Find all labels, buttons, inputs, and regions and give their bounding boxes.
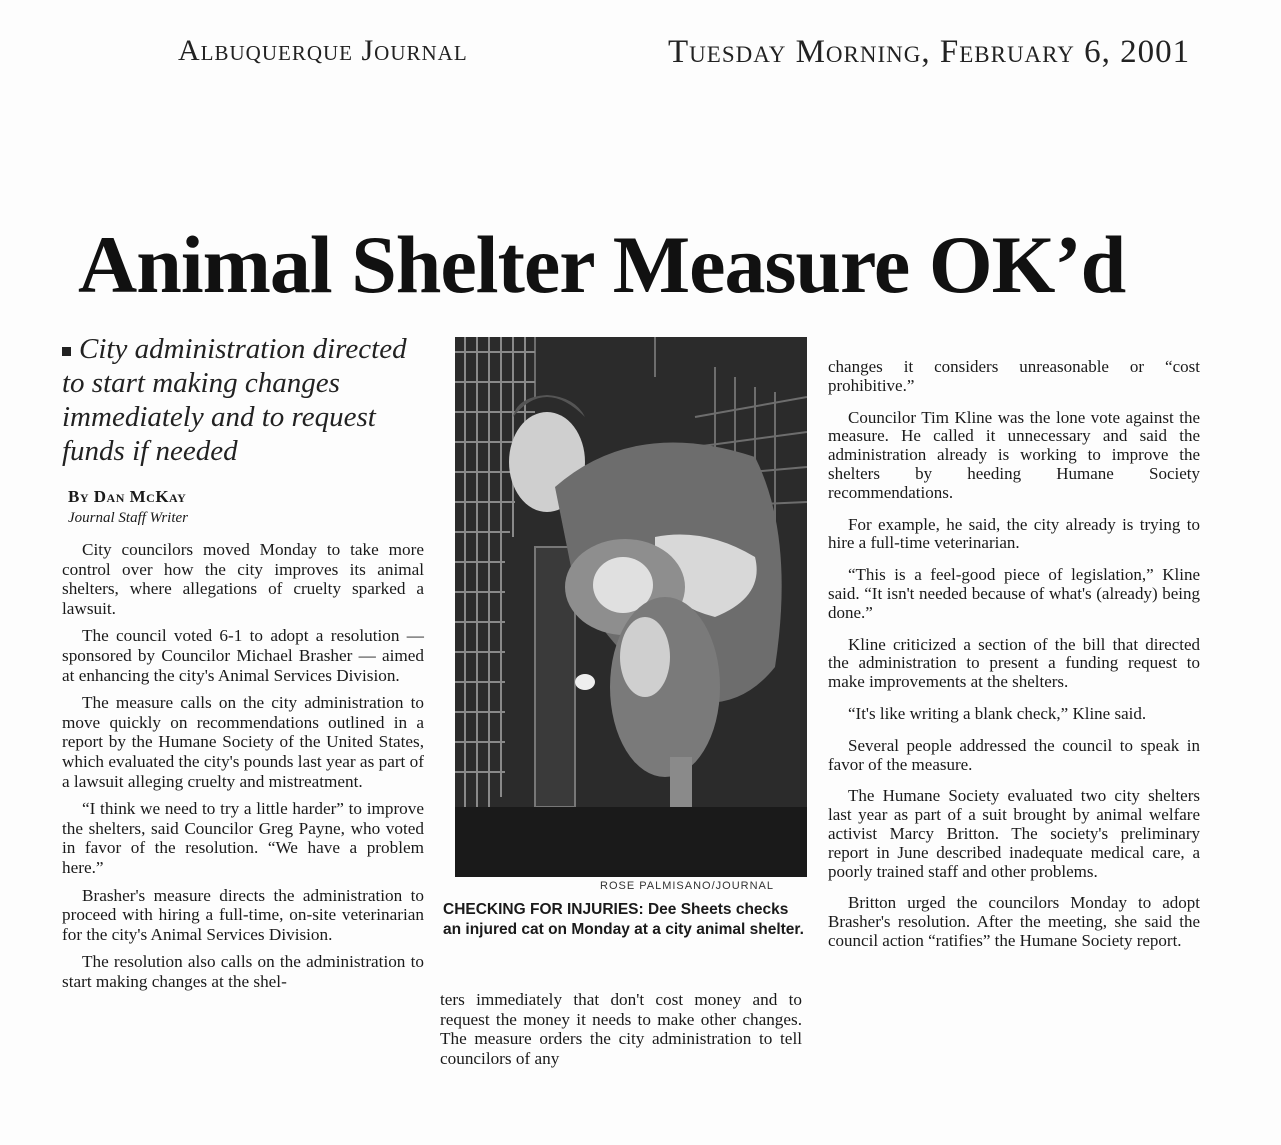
paragraph: changes it considers unreasonable or “cost prohibitive.”: [828, 357, 1200, 395]
issue-date: Tuesday Morning, February 6, 2001: [668, 34, 1191, 70]
paragraph: Brasher's measure directs the administration to proceed with hiring a full-time, on-site veterinarian for the city's Animal Services Division.: [62, 885, 424, 944]
news-photo: [455, 337, 807, 877]
paragraph: Councilor Tim Kline was the lone vote against the measure. He called it unnecessary and said the administration already is working to improve the shelters by heeding Humane Society recommendations.: [828, 407, 1200, 502]
paragraph: For example, he said, the city already is trying to hire a full-time veterinarian.: [828, 514, 1200, 553]
deck: [62, 332, 434, 468]
headline: Animal Shelter Measure OK’d: [78, 219, 1126, 310]
caption-lead: CHECKING FOR INJURIES:: [443, 901, 644, 918]
deck-text: City administration directed to start making changes immediately and to request funds if needed: [62, 333, 407, 467]
photo-credit: ROSE PALMISANO/JOURNAL: [600, 880, 774, 892]
newspaper-name: Albuquerque Journal: [178, 34, 468, 67]
paragraph: “This is a feel-good piece of legislation,” Kline said. “It isn't needed because of what's (already) being done.”: [828, 565, 1200, 622]
caption-text: Dee Sheets checks an injured cat on Monday at a city animal shelter.: [443, 901, 804, 938]
paragraph: The measure calls on the city administration to move quickly on recommendations outlined in a report by the Humane Society of the United States, which evaluated the city's pounds last year as part of a lawsuit alleging cruelty and mistreatment.: [62, 693, 424, 791]
paragraph: The council voted 6-1 to adopt a resolution — sponsored by Councilor Michael Brasher — aimed at enhancing the city's Animal Services Division.: [62, 626, 424, 685]
article-column-1: [62, 540, 424, 999]
paragraph: Several people addressed the council to speak in favor of the measure.: [828, 735, 1200, 774]
byline: By Dan McKay: [68, 487, 187, 506]
paragraph: ters immediately that don't cost money and to request the money it needs to make other changes. The measure orders the city administration to tell councilors of any: [440, 990, 802, 1068]
article-column-2: [440, 990, 802, 1076]
article-column-3: [828, 358, 1200, 964]
paragraph: The resolution also calls on the administration to start making changes at the shel-: [62, 952, 424, 991]
photo-caption: [443, 900, 805, 940]
paragraph: City councilors moved Monday to take more control over how the city improves its animal shelters, where allegations of cruelty sparked a lawsuit.: [62, 540, 424, 618]
paragraph: The Humane Society evaluated two city shelters last year as part of a suit brought by animal welfare activist Marcy Britton. The society's preliminary report in June described inadequate medical care, a poorly trained staff and other problems.: [828, 786, 1200, 881]
paragraph: “It's like writing a blank check,” Kline said.: [848, 703, 1147, 723]
paragraph: “I think we need to try a little harder” to improve the shelters, said Councilor Greg Payne, who voted in favor of the resolution. “We have a problem here.”: [62, 799, 424, 877]
paragraph: Britton urged the councilors Monday to adopt Brasher's resolution. After the meeting, she said the council action “ratifies” the Humane Society report.: [828, 893, 1200, 950]
bullet-icon: [62, 347, 71, 356]
photo-image: [455, 337, 807, 877]
paragraph: Kline criticized a section of the bill that directed the administration to present a funding request to make improvements at the shelters.: [828, 634, 1200, 692]
byline-title: Journal Staff Writer: [68, 510, 188, 526]
